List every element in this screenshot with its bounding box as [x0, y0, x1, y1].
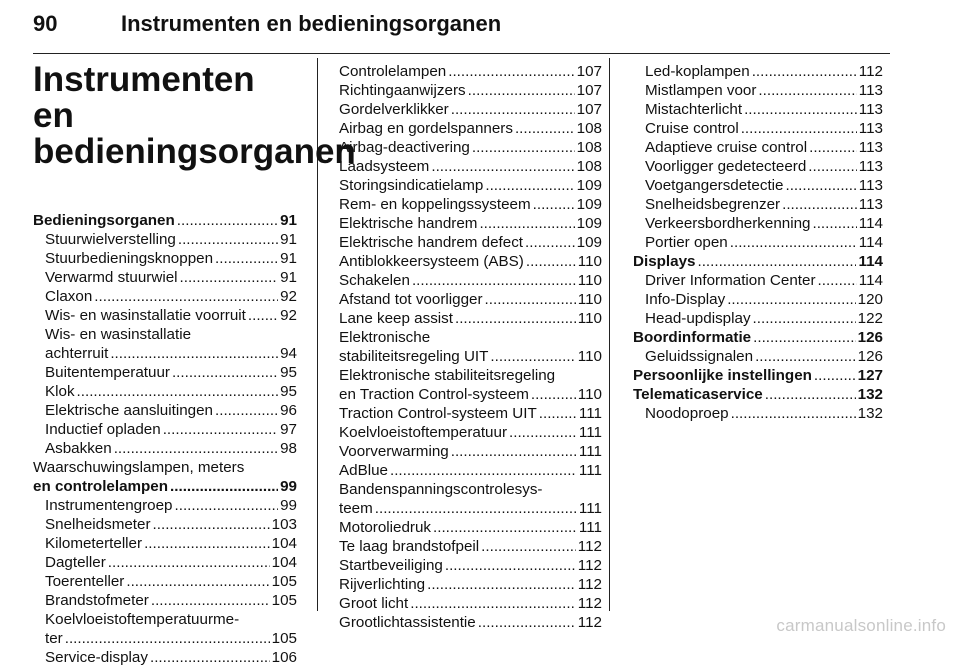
toc-entry[interactable] — [33, 249, 297, 268]
toc-entry[interactable] — [33, 553, 297, 572]
toc-page-number: 132 — [857, 386, 883, 403]
toc-page-number: 126 — [857, 329, 883, 346]
toc-page-number: 111 — [578, 424, 602, 441]
toc-entry[interactable] — [33, 496, 297, 515]
toc-page-number: 114 — [858, 234, 883, 251]
toc-entry-text: Service-display — [45, 649, 148, 666]
toc-entry-text: Elektronische stabiliteitsregeling — [339, 367, 556, 384]
toc-page-number: 112 — [577, 557, 602, 574]
toc-entry[interactable] — [339, 423, 602, 442]
dot-leader — [752, 62, 857, 81]
dot-leader — [433, 518, 577, 537]
dot-leader — [448, 62, 574, 81]
dot-leader — [481, 537, 576, 556]
dot-leader — [765, 385, 856, 404]
toc-entry-text: Bedieningsorganen — [33, 212, 175, 229]
dot-leader — [782, 195, 857, 214]
toc-entry-text: Geluidssignalen — [645, 348, 754, 365]
dot-leader — [785, 176, 856, 195]
toc-entry-text: Info-Display — [645, 291, 726, 308]
toc-page-number: 108 — [576, 158, 602, 175]
toc-entry[interactable] — [339, 62, 602, 81]
toc-entry[interactable] — [339, 214, 602, 233]
toc-entry-text: Snelheidsbegrenzer — [645, 196, 781, 213]
toc-entry[interactable] — [633, 81, 883, 100]
toc-entry-text: Toerenteller — [45, 573, 125, 590]
dot-leader — [451, 100, 575, 119]
toc-list — [633, 62, 883, 423]
toc-page-number: 106 — [271, 649, 297, 666]
toc-entry[interactable] — [633, 366, 883, 385]
toc-entry[interactable] — [633, 157, 883, 176]
toc-column-3 — [633, 62, 883, 423]
toc-entry-text: Waarschuwingslampen, meters — [33, 459, 245, 476]
toc-column-2 — [339, 62, 602, 632]
dot-leader — [451, 442, 577, 461]
toc-entry-text: Traction Control-systeem UIT — [339, 405, 537, 422]
toc-page-number: 109 — [576, 234, 602, 251]
toc-entry[interactable] — [33, 306, 297, 325]
toc-entry-text: Airbag en gordelspanners — [339, 120, 513, 137]
dot-leader — [526, 252, 576, 271]
dot-leader — [175, 496, 279, 515]
toc-page-number: 99 — [280, 478, 297, 495]
toc-entry[interactable] — [339, 119, 602, 138]
toc-entry-text: Grootlichtassistentie — [339, 614, 476, 631]
toc-entry[interactable] — [633, 309, 883, 328]
toc-page-number: 107 — [576, 63, 602, 80]
dot-leader — [485, 176, 574, 195]
toc-entry[interactable] — [33, 363, 297, 382]
toc-page-number: 113 — [858, 177, 883, 194]
dot-leader — [814, 366, 856, 385]
toc-entry-text: Storingsindicatielamp — [339, 177, 484, 194]
toc-page-number: 109 — [576, 215, 602, 232]
chapter-title-line: bedieningsorganen — [33, 132, 356, 171]
dot-leader — [812, 214, 856, 233]
dot-leader — [445, 556, 576, 575]
toc-page-number: 103 — [271, 516, 297, 533]
dot-leader — [509, 423, 577, 442]
toc-entry-text: Persoonlijke instellingen — [633, 367, 812, 384]
toc-page-number: 97 — [280, 421, 297, 438]
toc-entry-text: Mistlampen voor — [645, 82, 757, 99]
toc-entry-text: Stuurbedieningsknoppen — [45, 250, 214, 267]
toc-entry-text: Snelheidsmeter — [45, 516, 151, 533]
toc-entry-text: Controlelampen — [339, 63, 447, 80]
toc-entry[interactable] — [633, 176, 883, 195]
toc-entry[interactable] — [633, 195, 883, 214]
toc-entry-text: Elektronische — [339, 329, 431, 346]
toc-entry-text: Voetgangersdetectie — [645, 177, 784, 194]
dot-leader — [180, 268, 279, 287]
toc-entry-text: Head-updisplay — [645, 310, 751, 327]
dot-leader — [515, 119, 575, 138]
toc-entry-text: Dagteller — [45, 554, 106, 571]
toc-entry[interactable] — [633, 119, 883, 138]
dot-leader — [178, 230, 278, 249]
toc-entry[interactable] — [33, 515, 297, 534]
toc-entry-text: Kilometerteller — [45, 535, 143, 552]
dot-leader — [108, 553, 270, 572]
toc-page-number: 110 — [577, 272, 602, 289]
dot-leader — [755, 347, 856, 366]
toc-entry-text: Led-koplampen — [645, 63, 750, 80]
toc-entry-text: Te laag brandstofpeil — [339, 538, 480, 555]
toc-page-number: 91 — [280, 231, 297, 248]
toc-entry[interactable] — [33, 211, 297, 230]
toc-entry-text: Boordinformatie — [633, 329, 752, 346]
toc-page-number: 127 — [857, 367, 883, 384]
dot-leader — [375, 499, 577, 518]
toc-entry-text: Displays — [633, 253, 696, 270]
toc-page-number: 111 — [578, 519, 602, 536]
toc-page-number: 113 — [858, 120, 883, 137]
toc-entry-text: Elektrische handrem — [339, 215, 478, 232]
toc-entry[interactable] — [33, 610, 297, 648]
toc-page-number: 91 — [280, 212, 297, 229]
toc-entry[interactable] — [33, 268, 297, 287]
toc-page-number: 92 — [280, 307, 297, 324]
toc-entry[interactable] — [339, 461, 602, 480]
toc-entry[interactable] — [33, 325, 297, 363]
dot-leader — [248, 306, 278, 325]
toc-page-number: 113 — [858, 82, 883, 99]
dot-leader — [490, 347, 575, 366]
toc-entry-text: Mistachterlicht — [645, 101, 743, 118]
toc-entry[interactable] — [33, 591, 297, 610]
toc-page-number: 113 — [858, 101, 883, 118]
toc-entry[interactable] — [339, 366, 602, 404]
toc-page-number: 113 — [858, 158, 883, 175]
toc-page-number: 111 — [578, 443, 602, 460]
toc-entry[interactable] — [339, 518, 602, 537]
dot-leader — [758, 81, 856, 100]
toc-page-number: 111 — [578, 500, 602, 517]
toc-entry-text: Verwarmd stuurwiel — [45, 269, 178, 286]
toc-entry-text: Elektrische handrem defect — [339, 234, 524, 251]
watermark: carmanualsonline.info — [776, 616, 946, 635]
dot-leader — [144, 534, 270, 553]
toc-entry-text: Koelvloeistoftemperatuur — [339, 424, 507, 441]
toc-page-number: 95 — [280, 364, 297, 381]
toc-entry[interactable] — [339, 613, 602, 632]
toc-entry[interactable] — [339, 556, 602, 575]
toc-page-number: 95 — [280, 383, 297, 400]
toc-entry[interactable] — [33, 534, 297, 553]
toc-page-number: 98 — [280, 440, 297, 457]
dot-leader — [478, 613, 576, 632]
toc-page-number: 109 — [576, 177, 602, 194]
toc-page-number: 111 — [578, 405, 602, 422]
toc-page-number: 113 — [858, 196, 883, 213]
chapter-title-line: Instrumenten en — [33, 60, 255, 135]
dot-leader — [427, 575, 576, 594]
toc-page-number: 132 — [857, 405, 883, 422]
dot-leader — [730, 233, 857, 252]
dot-leader — [753, 328, 856, 347]
toc-page-number: 114 — [858, 253, 883, 270]
toc-page-number: 112 — [858, 63, 883, 80]
toc-page-number: 110 — [577, 253, 602, 270]
toc-entry[interactable] — [633, 62, 883, 81]
toc-entry-text: Instrumentengroep — [45, 497, 173, 514]
toc-page-number: 104 — [271, 535, 297, 552]
toc-entry-text: ter — [45, 630, 63, 647]
toc-entry-text: Voorligger gedetecteerd — [645, 158, 807, 175]
toc-entry[interactable] — [633, 328, 883, 347]
toc-page-number: 99 — [280, 497, 297, 514]
toc-entry-text: Noodoproep — [645, 405, 729, 422]
toc-entry[interactable] — [33, 458, 297, 496]
toc-page-number: 113 — [858, 139, 883, 156]
toc-page-number: 112 — [577, 538, 602, 555]
dot-leader — [163, 420, 278, 439]
toc-entry[interactable] — [633, 214, 883, 233]
dot-leader — [479, 214, 574, 233]
dot-leader — [215, 401, 278, 420]
dot-leader — [539, 404, 577, 423]
toc-list — [339, 62, 602, 632]
toc-entry[interactable] — [339, 271, 602, 290]
toc-page-number: 110 — [577, 348, 602, 365]
toc-page-number: 105 — [271, 573, 297, 590]
toc-page-number: 114 — [858, 215, 883, 232]
toc-entry[interactable] — [33, 648, 297, 667]
toc-entry-text: stabiliteitsregeling UIT — [339, 348, 489, 365]
toc-entry-text: Afstand tot voorligger — [339, 291, 483, 308]
toc-entry[interactable] — [339, 157, 602, 176]
toc-entry[interactable] — [633, 252, 883, 271]
toc-page-number: 126 — [857, 348, 883, 365]
column-divider — [609, 58, 610, 611]
toc-entry[interactable] — [33, 572, 297, 591]
toc-entry[interactable] — [339, 176, 602, 195]
dot-leader — [531, 385, 576, 404]
dot-leader — [114, 439, 278, 458]
toc-entry[interactable] — [339, 404, 602, 423]
toc-page-number: 105 — [271, 630, 297, 647]
toc-page-number: 120 — [857, 291, 883, 308]
dot-leader — [126, 572, 269, 591]
toc-page-number: 91 — [280, 250, 297, 267]
toc-entry[interactable] — [633, 138, 883, 157]
toc-entry[interactable] — [339, 594, 602, 613]
dot-leader — [153, 515, 270, 534]
toc-entry-text: Bandenspanningscontrolesys- — [339, 481, 543, 498]
toc-entry-text: Elektrische aansluitingen — [45, 402, 214, 419]
dot-leader — [94, 287, 278, 306]
toc-page-number: 110 — [577, 310, 602, 327]
toc-page-number: 110 — [577, 386, 602, 403]
toc-entry-text: Klok — [45, 383, 75, 400]
toc-entry[interactable] — [33, 382, 297, 401]
toc-entry[interactable] — [33, 230, 297, 249]
dot-leader — [727, 290, 855, 309]
toc-entry-text: Richtingaanwijzers — [339, 82, 466, 99]
dot-leader — [468, 81, 575, 100]
toc-page-number: 122 — [857, 310, 883, 327]
toc-entry-text: Stuurwielverstelling — [45, 231, 176, 248]
toc-page-number: 94 — [280, 345, 297, 362]
toc-entry[interactable] — [33, 420, 297, 439]
toc-entry-text: Lane keep assist — [339, 310, 453, 327]
dot-leader — [818, 271, 857, 290]
dot-leader — [455, 309, 576, 328]
toc-entry-text: Laadsysteem — [339, 158, 430, 175]
toc-page-number: 114 — [858, 272, 883, 289]
toc-page-number: 91 — [280, 269, 297, 286]
toc-entry-text: Telematicaservice — [633, 386, 763, 403]
dot-leader — [170, 477, 278, 496]
toc-entry-text: Cruise control — [645, 120, 739, 137]
toc-entry[interactable] — [339, 480, 602, 518]
chapter-title — [33, 60, 356, 171]
toc-entry[interactable] — [633, 271, 883, 290]
toc-entry-text: Asbakken — [45, 440, 112, 457]
toc-entry-text: Rijverlichting — [339, 576, 426, 593]
toc-entry-text: Wis- en wasinstallatie voorruit — [45, 307, 246, 324]
dot-leader — [172, 363, 278, 382]
toc-entry-text: achterruit — [45, 345, 109, 362]
dot-leader — [177, 211, 278, 230]
toc-entry[interactable] — [339, 328, 602, 366]
toc-entry[interactable] — [633, 290, 883, 309]
toc-entry[interactable] — [339, 290, 602, 309]
toc-entry-text: Inductief opladen — [45, 421, 161, 438]
toc-page-number: 112 — [577, 595, 602, 612]
toc-entry-text: Gordelverklikker — [339, 101, 449, 118]
page-header — [33, 0, 890, 54]
toc-entry-text: AdBlue — [339, 462, 388, 479]
toc-entry-text: Antiblokkeersysteem (ABS) — [339, 253, 524, 270]
toc-entry-text: en controlelampen — [33, 478, 169, 495]
toc-entry-text: en Traction Control-systeem — [339, 386, 529, 403]
toc-page-number: 112 — [577, 576, 602, 593]
dot-leader — [533, 195, 575, 214]
toc-page-number: 107 — [576, 82, 602, 99]
toc-entry-text: Claxon — [45, 288, 93, 305]
toc-page-number: 96 — [280, 402, 297, 419]
toc-entry-text: Portier open — [645, 234, 728, 251]
toc-entry-text: Koelvloeistoftemperatuurme- — [45, 611, 240, 628]
dot-leader — [390, 461, 577, 480]
dot-leader — [744, 100, 857, 119]
toc-page-number: 111 — [578, 462, 602, 479]
toc-entry-text: Brandstofmeter — [45, 592, 149, 609]
toc-page-number: 107 — [576, 101, 602, 118]
toc-entry[interactable] — [633, 404, 883, 423]
dot-leader — [697, 252, 856, 271]
toc-entry[interactable] — [339, 537, 602, 556]
toc-entry[interactable] — [339, 138, 602, 157]
toc-page-number: 108 — [576, 139, 602, 156]
toc-page-number: 108 — [576, 120, 602, 137]
toc-entry-text: Driver Information Center — [645, 272, 816, 289]
toc-entry-text: Airbag-deactivering — [339, 139, 470, 156]
toc-entry[interactable] — [339, 442, 602, 461]
dot-leader — [472, 138, 575, 157]
toc-entry[interactable] — [633, 233, 883, 252]
toc-entry[interactable] — [339, 252, 602, 271]
toc-entry-text: Buitentemperatuur — [45, 364, 170, 381]
toc-page-number: 109 — [576, 196, 602, 213]
toc-page-number: 105 — [271, 592, 297, 609]
toc-entry[interactable] — [633, 347, 883, 366]
dot-leader — [431, 157, 574, 176]
toc-entry[interactable] — [33, 287, 297, 306]
toc-entry[interactable] — [339, 309, 602, 328]
toc-entry[interactable] — [339, 575, 602, 594]
toc-page-number: 110 — [577, 291, 602, 308]
toc-entry[interactable] — [339, 233, 602, 252]
dot-leader — [77, 382, 279, 401]
page-number: 90 — [33, 11, 58, 36]
toc-entry-text: teem — [339, 500, 373, 517]
toc-page-number: 92 — [280, 288, 297, 305]
dot-leader — [412, 271, 576, 290]
toc-entry-text: Wis- en wasinstallatie — [45, 326, 192, 343]
dot-leader — [753, 309, 856, 328]
dot-leader — [151, 591, 270, 610]
toc-entry-text: Adaptieve cruise control — [645, 139, 808, 156]
toc-entry[interactable] — [33, 401, 297, 420]
toc-entry-text: Verkeersbordherkenning — [645, 215, 811, 232]
dot-leader — [808, 157, 857, 176]
dot-leader — [110, 344, 278, 363]
toc-entry-text: Voorverwarming — [339, 443, 449, 460]
toc-page-number: 104 — [271, 554, 297, 571]
toc-entry[interactable] — [339, 100, 602, 119]
toc-entry[interactable] — [33, 439, 297, 458]
dot-leader — [485, 290, 576, 309]
dot-leader — [741, 119, 857, 138]
dot-leader — [215, 249, 278, 268]
dot-leader — [410, 594, 576, 613]
toc-entry[interactable] — [633, 100, 883, 119]
dot-leader — [65, 629, 270, 648]
dot-leader — [731, 404, 856, 423]
dot-leader — [809, 138, 857, 157]
running-title: Instrumenten en bedieningsorganen — [121, 11, 502, 36]
dot-leader — [525, 233, 575, 252]
toc-entry-text: Groot licht — [339, 595, 409, 612]
toc-page-number: 112 — [577, 614, 602, 631]
toc-entry-text: Startbeveiliging — [339, 557, 443, 574]
toc-entry[interactable] — [339, 195, 602, 214]
toc-list — [33, 211, 297, 667]
dot-leader — [150, 648, 270, 667]
toc-entry[interactable] — [339, 81, 602, 100]
toc-entry[interactable] — [633, 385, 883, 404]
toc-entry-text: Rem- en koppelingssysteem — [339, 196, 531, 213]
toc-entry-text: Motoroliedruk — [339, 519, 432, 536]
toc-entry-text: Schakelen — [339, 272, 410, 289]
